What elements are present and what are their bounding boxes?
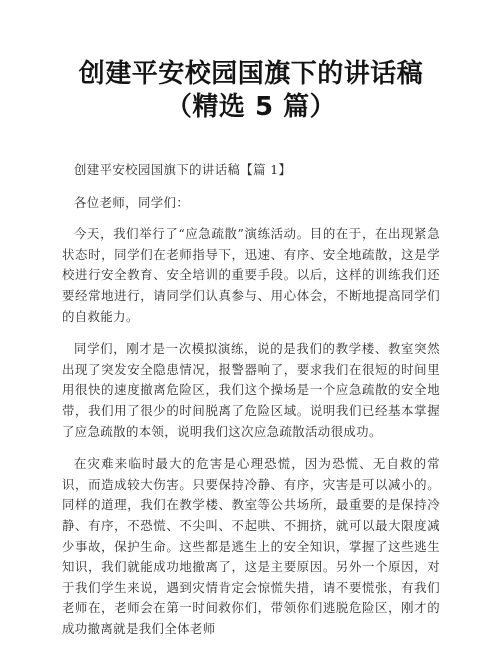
paragraph-3: 在灾难来临时最大的危害是心理恐慌，因为恐慌、无自救的常识，而造成较大伤害。只要保持冷静、有序，灾害是可以减小的。同样的道理，我们在教学楼、教室等公共场所，最重要的是保持冷静、有序，不恐慌、不尖叫、不起哄、不拥挤，就可以最大限度减少事故，保护生命。这些都是逃生上的安全知识，掌握了这些逃生知识，我们就能成功地撤离了，这是主要原因。另外一个原因，对于我们学生来说，遇到灾情肯定会惊慌失措，请不要慌张，有我们老师在，老师会在第一时间救你们，带领你们逃脱危险区，刚才的成功撤离就是我们全体老师 (62, 456, 440, 636)
paragraph-1: 今天，我们举行了“应急疏散”演练活动。目的在于，在出现紧急状态时，同学们在老师指导下，迅速、有序、安全地疏散，这是学校进行安全教育、安全培训的重要手段。以后，这样的训练我们还要经常地进行，请同学们认真参与、用心体会，不断地提高同学们的自救能力。 (62, 226, 440, 324)
document-title (62, 0, 440, 124)
title-line-1: 创建平安校园国旗下的讲话稿 (78, 59, 424, 89)
section-heading: 创建平安校园国旗下的讲话稿【篇 1】 (74, 162, 292, 177)
paragraph-2: 同学们，刚才是一次模拟演练，说的是我们的教学楼、教室突然出现了突发安全隐患情况，报警器响了，要求我们在很短的时间里用很快的速度撤离危险区，我们这个操场是一个应急疏散的安全地带，我们用了很少的时间脱离了危险区域。说明我们已经基本掌握了应急疏散的本领，说明我们这次应急疏散活动很成功。 (62, 341, 440, 439)
title-line-2: （精选 5 篇） (165, 92, 337, 122)
greeting: 各位老师，同学们： (74, 194, 190, 210)
